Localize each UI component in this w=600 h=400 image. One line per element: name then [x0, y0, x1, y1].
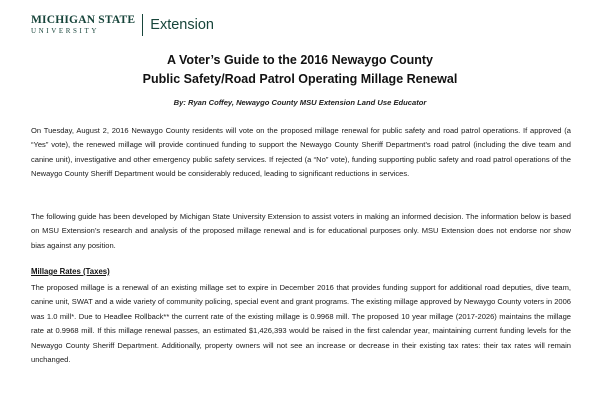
logo-line-university: UNIVERSITY — [31, 27, 99, 36]
millage-rates-paragraph: The proposed millage is a renewal of an existing millage set to expire in December 2016 that provides funding support for additional road deputies, dive team, canine unit, SWAT and a wide variety of community policing, special event and grant programs. The existing millage approved by Newaygo County voters in 2006 was 1.0 mill*. Due to Headlee Rollback** the current rate of the existing millage is 0.9968 mill. The proposed 10 year millage (2017-2026) maintains the millage rate at 0.9968 mill. If this millage renewal passes, an estimated $1,426,393 would be raised in the first calendar year, maintaining current funding levels for the Newaygo County Sheriff Department. Additionally, property owners will not see an increase or decrease in their existing tax rates: their tax rates will remain unchanged. — [31, 283, 571, 365]
section-heading-millage-rates: Millage Rates (Taxes) — [31, 267, 110, 276]
intro-paragraph: On Tuesday, August 2, 2016 Newaygo County residents will vote on the proposed millage renewal for public safety and road patrol operations. If approved (a “Yes” vote), the renewed millage will provide continued funding to support the Newaygo County Sheriff Department’s road patrol (including the dive team and canine unit), investigative and other emergency public safety services. If rejected (a “No” vote), funding supporting public safety and road patrol operations of the Newaygo County Sheriff Department would be considerably reduced, leading to significant reductions in services. — [31, 126, 571, 179]
logo-line-michigan-state: MICHIGAN STATE — [31, 13, 136, 26]
guide-purpose-paragraph: The following guide has been developed by Michigan State University Extension to assist voters in making an informed decision. The information below is based on MSU Extension’s research and analysis of the proposed millage renewal and is for educational purposes only. MSU Extension does not endorse nor show bias against any position. — [31, 212, 571, 250]
msu-wordmark — [31, 15, 135, 36]
document-title-line2: Public Safety/Road Patrol Operating Millage Renewal — [142, 72, 458, 86]
author-byline: By: Ryan Coffey, Newaygo County MSU Extension Land Use Educator — [173, 98, 427, 107]
document-title-line1: A Voter’s Guide to the 2016 Newaygo County — [166, 53, 434, 67]
msu-extension-logo — [31, 10, 214, 40]
logo-divider — [142, 14, 143, 36]
logo-extension-text: Extension — [150, 17, 214, 33]
